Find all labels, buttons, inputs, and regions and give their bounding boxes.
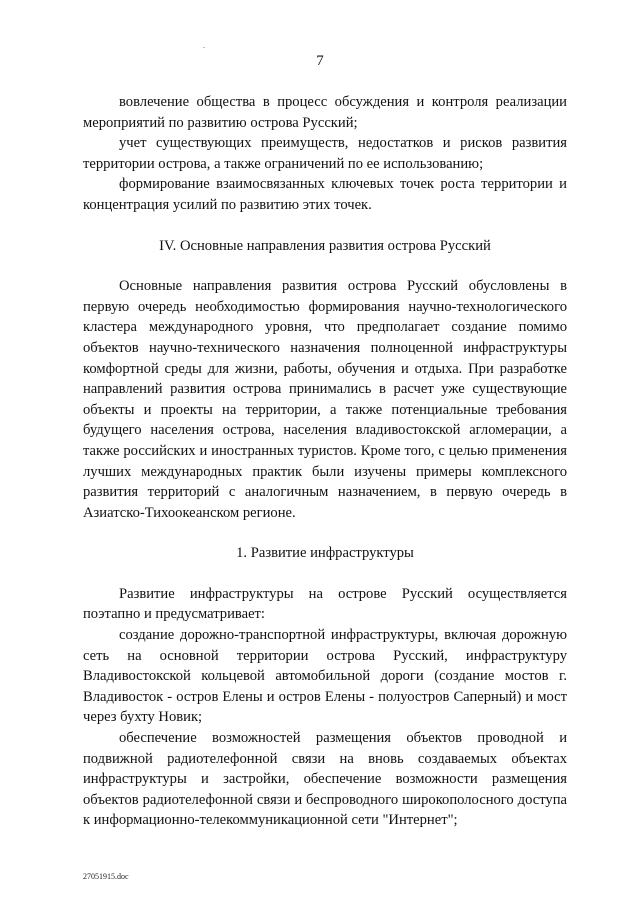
paragraph-public-involvement: вовлечение общества в процесс обсуждения и контроля реализации мероприятий по развитию острова Русский; — [83, 94, 567, 131]
paragraph-communications: обеспечение возможностей размещения объектов проводной и подвижной радиотелефонной связи на вновь создаваемых объектах инфраструктуры и застройки, обеспечение возможности размещения объектов радиотелефонной связи и беспроводного широкополосного доступа к информационно-телекоммуникационной сети "Интернет"; — [83, 730, 567, 829]
scan-speck — [203, 47, 205, 48]
paragraph-main-directions: Основные направления развития острова Русский обусловлены в первую очередь необходимостью формирования научно-технологического кластера международного уровня, что предполагает создание помимо объектов научно-технического назначения полноценной инфраструктуры комфортной среды для жизни, работы, обучения и отдыха. При разработке направлений развития острова принимались в расчет уже существующие объекты и проекты на территории, а также потенциальные требования будущего населения острова, населения владивостокской агломерации, а также российских и иностранных туристов. Кроме того, с целью применения лучших международных практик были изучены примеры комплексного развития территорий с аналогичным назначением, в первую очередь в Азиатско-Тихоокеанском регионе. — [83, 278, 567, 521]
paragraph-road-infrastructure: создание дорожно-транспортной инфраструктуры, включая дорожную сеть на основной территории острова Русский, инфраструктуру Владивостокской кольцевой автомобильной дороги (создание мостов г. Владивосток - остров Елены и остров Елены - полуостров Саперный) и мост через бухту Новик; — [83, 627, 567, 726]
subsection-1-heading: 1. Развитие инфраструктуры — [236, 545, 414, 562]
paragraph-advantages-risks: учет существующих преимуществ, недостатков и рисков развития территории острова, а также ограничений по ее использованию; — [83, 135, 567, 172]
page-number: 7 — [316, 53, 324, 69]
paragraph-growth-points: формирование взаимосвязанных ключевых точек роста территории и концентрация усилий по развитию этих точек. — [83, 176, 567, 213]
paragraph-infrastructure-intro: Развитие инфраструктуры на острове Русский осуществляется поэтапно и предусматривает: — [83, 585, 567, 623]
section-iv-heading: IV. Основные направления развития острова Русский — [159, 237, 491, 254]
footer-document-id: 27051915.doc — [83, 872, 129, 881]
document-body — [83, 92, 567, 831]
